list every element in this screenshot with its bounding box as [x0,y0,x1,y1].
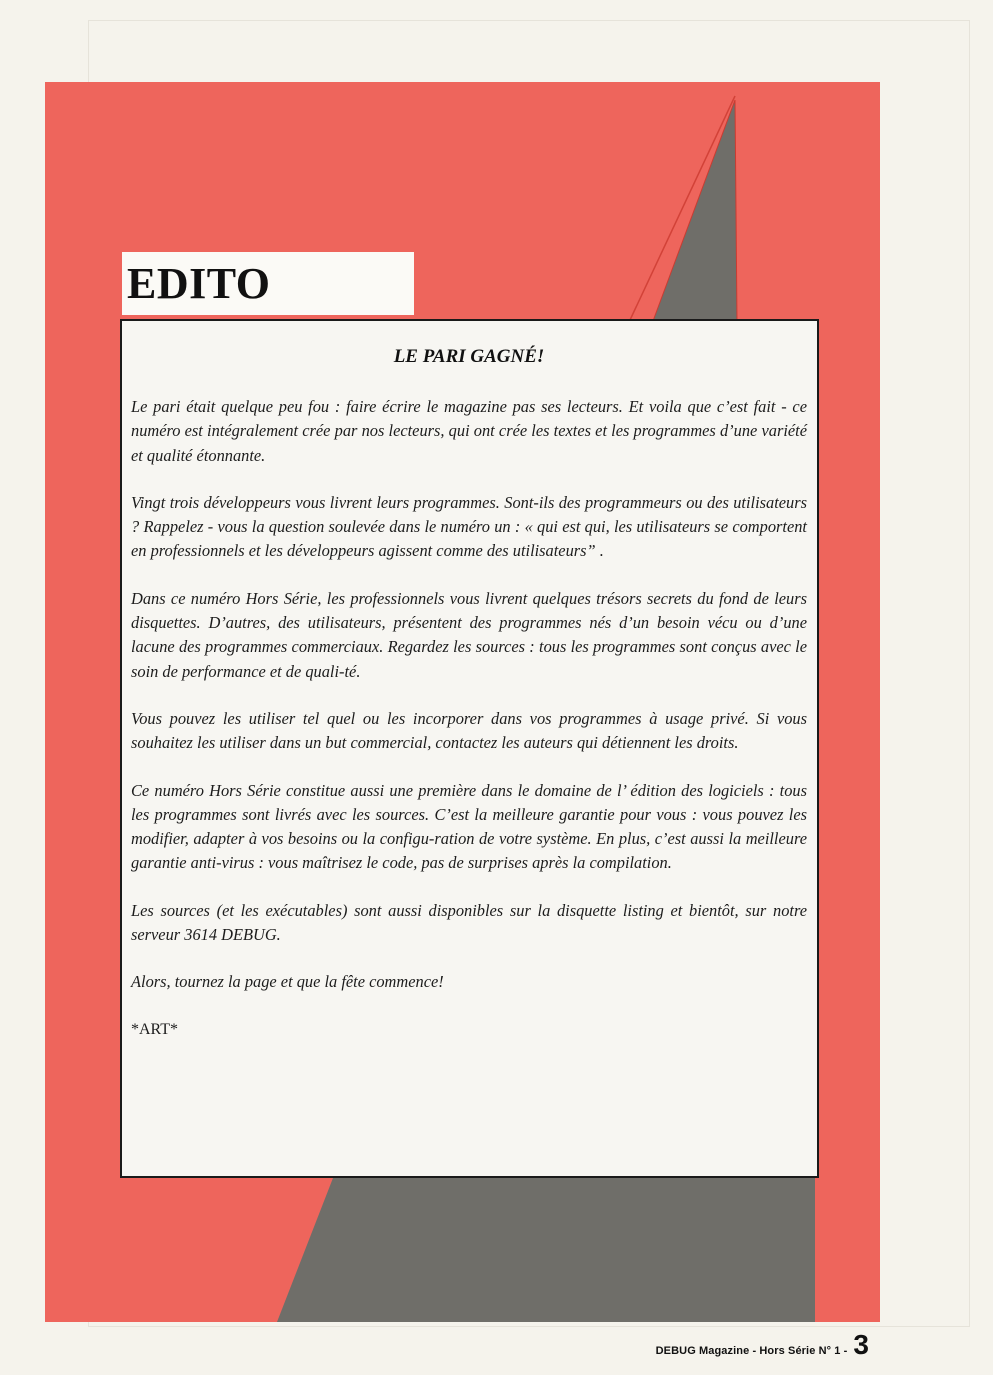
editorial-text-box [120,319,819,1178]
footer-publication-label: DEBUG Magazine - Hors Série N° 1 - [655,1345,848,1357]
paragraph-5: Ce numéro Hors Série constitue aussi une première dans le domaine de l’ édition des logiciels : tous les programmes sont livrés avec les sources. C’est la meilleure garantie pour vous : vous pouvez les modifier, adapter à vos besoins ou la configu-ration de votre système. En plus, c’est aussi la meilleure garantie anti-virus : vous maîtrisez le code, pas de surprises après la compilation. [131,780,807,873]
article-headline: LE PARI GAGNÉ! [393,346,545,367]
grey-diagonal-shape-bottom [277,1178,815,1322]
grey-diagonal-shape-top [653,100,737,321]
paragraph-3: Dans ce numéro Hors Série, les professionnels vous livrent quelques trésors secrets du fond de leurs disquettes. D’autres, des utilisateurs, présentent des programmes nés d’un besoin vécu ou d’une lacune des programmes commerciaux. Regardez les sources : tous les programmes sont conçus avec le soin de performance et de quali-té. [131,588,807,681]
page-number: 3 [853,1329,869,1360]
paragraph-1: Le pari était quelque peu fou : faire écrire le magazine pas ses lecteurs. Et voila que c’est fait - ce numéro est intégralement crée par nos lecteurs, qui ont crée les textes et les programmes d’une variété et qualité étonnante. [131,397,807,465]
paragraph-2: Vingt trois développeurs vous livrent leurs programmes. Sont-ils des programmeurs ou des utilisateurs ? Rappelez - vous la question soulevée dans le numéro un : « qui est qui, les utilisateurs se comportent en professionnels et les développeurs agissent comme des utilisateurs” . [131,492,807,561]
paragraph-4: Vous pouvez les utiliser tel quel ou les incorporer dans vos programmes à usage privé. Si vous souhaitez les utiliser dans un but commercial, contactez les auteurs qui détiennent les droits. [131,708,807,753]
page-footer [656,1331,869,1359]
article-signature: *ART* [131,1020,179,1038]
section-title: EDITO [127,259,271,308]
paragraph-6: Les sources (et les exécutables) sont aussi disponibles sur la disquette listing et bientôt, sur notre serveur 3614 DEBUG. [131,900,807,945]
paragraph-7: Alors, tournez la page et que la fête commence! [131,972,444,992]
